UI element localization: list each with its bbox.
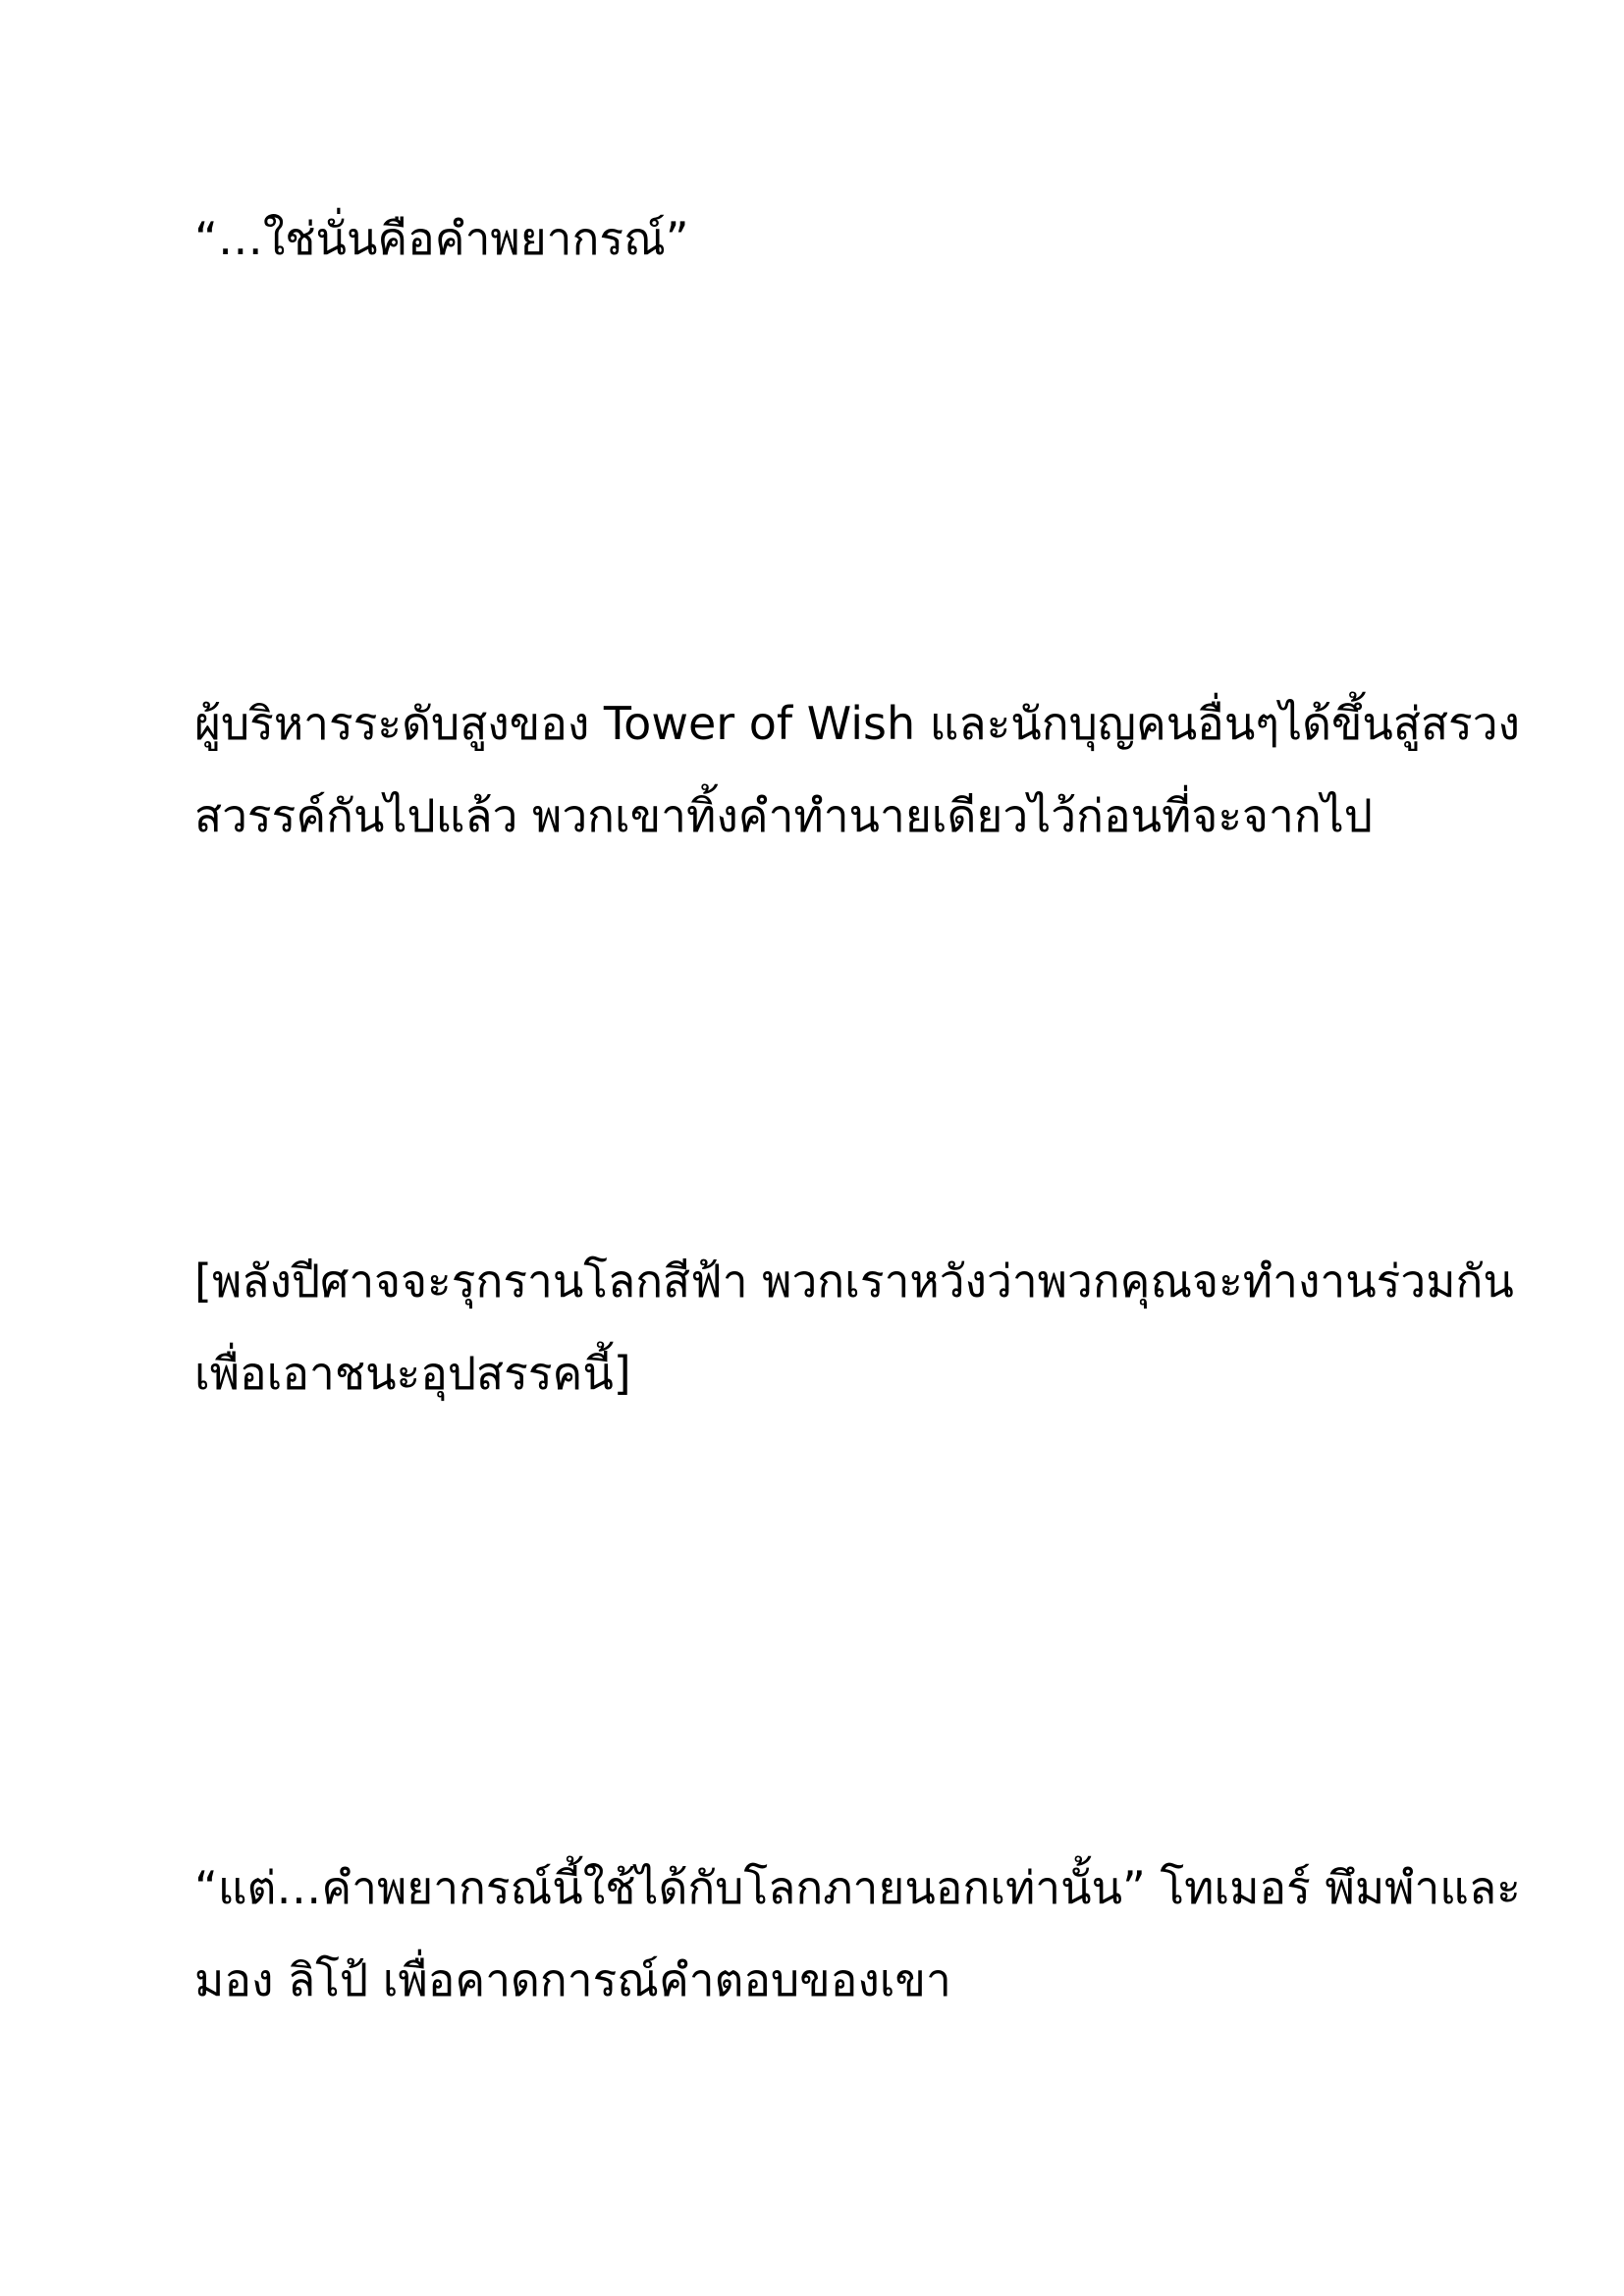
paragraph-prophecy-confirmation [194,192,1461,285]
text-line: สวรรค์กันไปแล้ว พวกเขาทิ้งคำทำนายเดียวไว้ก่อนที่จะจากไป [194,789,1373,842]
text-line: มอง ลิโป้ เพื่อคาดการณ์คำตอบของเขา [194,1953,951,2006]
text-line: ผู้บริหารระดับสูงของ Tower of Wish และนักบุญคนอื่นๆได้ขึ้นสู่สรวง [194,697,1521,750]
text-line: “แต่…คำพยากรณ์นี้ใช้ได้กับโลกภายนอกเท่านั้น” โทเมอร์ พึมพำและ [194,1861,1521,1914]
paragraph-tower-of-wish [194,677,1521,862]
text-line: เพื่อเอาชนะอุปสรรคนี้] [194,1347,631,1400]
text-line: “…ใช่นั่นคือคำพยากรณ์” [194,212,689,265]
paragraph-prophecy-text [194,1235,1514,1419]
text-line: [พลังปีศาจจะรุกรานโลกสีฟ้า พวกเราหวังว่าพวกคุณจะทำงานร่วมกัน [194,1255,1514,1308]
paragraph-tomer-muttered [194,1842,1521,2026]
